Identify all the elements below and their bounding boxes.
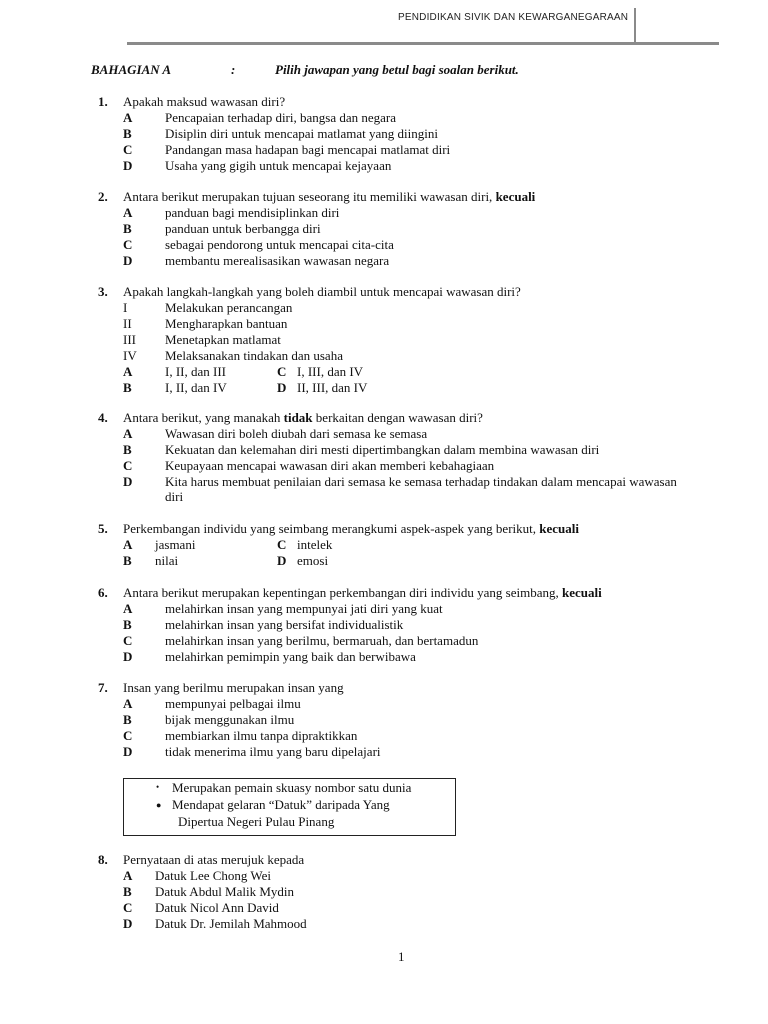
question-stem: Pernyataan di atas merujuk kepada <box>123 852 305 867</box>
question-number: 4. <box>98 410 108 425</box>
option-text: Keupayaan mencapai wawasan diri akan memberi kebahagiaan <box>165 458 495 473</box>
statement-numeral: IV <box>123 348 137 363</box>
question-number: 8. <box>98 852 108 867</box>
question-5 <box>0 521 768 569</box>
option-letter[interactable]: D <box>277 553 287 568</box>
option-letter: D <box>123 649 133 664</box>
question-stem <box>123 410 483 426</box>
statement-numeral: III <box>123 332 136 347</box>
stimulus-box <box>123 778 456 836</box>
option-text[interactable]: emosi <box>297 553 329 568</box>
header-horizontal-rule <box>127 42 719 45</box>
option-text[interactable]: intelek <box>297 537 333 552</box>
option-row[interactable] <box>0 900 768 916</box>
option-row[interactable] <box>0 426 768 442</box>
option-text[interactable]: I, II, dan III <box>165 364 226 379</box>
option-text[interactable]: I, II, dan IV <box>165 380 227 395</box>
option-letter[interactable]: D <box>277 380 287 395</box>
option-row-pair <box>0 364 768 380</box>
option-text: Kekuatan dan kelemahan diri mesti dipertimbangkan dalam membina wawasan diri <box>165 442 600 457</box>
option-row[interactable] <box>0 633 768 649</box>
option-text: melahirkan insan yang berilmu, bermaruah, dan bertamadun <box>165 633 479 648</box>
stem-emphasis: tidak <box>283 410 313 425</box>
option-row[interactable] <box>0 110 768 126</box>
option-row[interactable] <box>0 601 768 617</box>
option-text: membiarkan ilmu tanpa dipraktikkan <box>165 728 358 743</box>
question-1 <box>0 94 768 174</box>
question-number: 7. <box>98 680 108 695</box>
option-row[interactable] <box>0 696 768 712</box>
option-text[interactable]: jasmani <box>155 537 196 552</box>
option-row[interactable] <box>0 205 768 221</box>
page-header-title: PENDIDIKAN SIVIK DAN KEWARGANEGARAAN <box>398 12 629 23</box>
question-number: 5. <box>98 521 108 536</box>
option-letter: B <box>123 884 132 899</box>
option-letter[interactable]: B <box>123 380 132 395</box>
option-row-pair <box>0 537 768 553</box>
option-letter[interactable]: B <box>123 553 132 568</box>
option-row[interactable] <box>0 617 768 633</box>
statement-text: Melaksanakan tindakan dan usaha <box>165 348 343 363</box>
question-2 <box>0 189 768 269</box>
section-colon: : <box>231 62 236 77</box>
option-row[interactable] <box>0 158 768 174</box>
option-text[interactable]: nilai <box>155 553 179 568</box>
option-text[interactable]: II, III, dan IV <box>297 380 368 395</box>
page-number: 1 <box>398 949 405 964</box>
option-letter: D <box>123 158 133 173</box>
stem-text-end: berkaitan dengan wawasan diri? <box>315 410 483 425</box>
option-text: tidak menerima ilmu yang baru dipelajari <box>165 744 381 759</box>
option-row[interactable] <box>0 253 768 269</box>
question-8 <box>0 852 768 932</box>
statement-text: Menetapkan matlamat <box>165 332 281 347</box>
header-vertical-rule <box>634 8 636 44</box>
option-row[interactable] <box>0 237 768 253</box>
option-row[interactable] <box>0 868 768 884</box>
option-row[interactable] <box>0 884 768 900</box>
question-number: 1. <box>98 94 108 109</box>
statement-row <box>0 332 768 348</box>
question-4 <box>0 410 768 504</box>
section-instruction: Pilih jawapan yang betul bagi soalan berikut. <box>275 62 519 77</box>
option-text: Datuk Abdul Malik Mydin <box>155 884 295 899</box>
bullet-icon: • <box>156 782 160 792</box>
question-stem <box>123 189 535 205</box>
option-row[interactable] <box>0 649 768 665</box>
option-letter: C <box>123 728 133 743</box>
stem-emphasis: kecuali <box>561 585 602 600</box>
stem-emphasis: kecuali <box>495 189 536 204</box>
question-number: 2. <box>98 189 108 204</box>
option-text: Datuk Dr. Jemilah Mahmood <box>155 916 307 931</box>
option-row[interactable] <box>0 474 768 504</box>
section-heading <box>91 62 519 78</box>
stimulus-line: Mendapat gelaran “Datuk” daripada Yang <box>172 797 390 812</box>
option-letter[interactable]: A <box>123 537 133 552</box>
option-text: Kita harus membuat penilaian dari semasa ke semasa terhadap tindakan dalam mencapai wawasan diri <box>165 474 677 504</box>
option-letter: D <box>123 916 133 931</box>
stimulus-line: Dipertua Negeri Pulau Pinang <box>178 814 335 829</box>
option-letter[interactable]: A <box>123 364 133 379</box>
stimulus-line: Merupakan pemain skuasy nombor satu dunia <box>172 780 412 795</box>
stem-text: Antara berikut, yang manakah <box>123 410 281 425</box>
option-text: membantu merealisasikan wawasan negara <box>165 253 390 268</box>
option-letter: C <box>123 237 133 252</box>
option-letter: D <box>123 744 133 759</box>
stem-text: Antara berikut merupakan kepentingan perkembangan diri individu yang seimbang, <box>123 585 559 600</box>
option-letter: C <box>123 900 133 915</box>
question-7 <box>0 680 768 760</box>
statement-row <box>0 300 768 316</box>
option-letter: A <box>123 426 133 441</box>
option-text: Pandangan masa hadapan bagi mencapai matlamat diri <box>165 142 451 157</box>
option-letter: B <box>123 442 132 457</box>
option-letter: C <box>123 633 133 648</box>
option-letter: C <box>123 458 133 473</box>
option-row-pair <box>0 380 768 396</box>
option-text: Pencapaian terhadap diri, bangsa dan negara <box>165 110 397 125</box>
option-row[interactable] <box>0 442 768 458</box>
stem-text: Perkembangan individu yang seimbang merangkumi aspek-aspek yang berikut, <box>123 521 537 536</box>
option-row[interactable] <box>0 126 768 142</box>
option-text: Usaha yang gigih untuk mencapai kejayaan <box>165 158 392 173</box>
option-row[interactable] <box>0 744 768 760</box>
option-letter: A <box>123 696 133 711</box>
option-text: Datuk Nicol Ann David <box>155 900 279 915</box>
option-letter: C <box>123 142 133 157</box>
option-letter: B <box>123 712 132 727</box>
statement-numeral: II <box>123 316 132 331</box>
question-stem: Apakah maksud wawasan diri? <box>123 94 286 109</box>
option-letter[interactable]: C <box>277 537 287 552</box>
question-stem: Insan yang berilmu merupakan insan yang <box>123 680 344 695</box>
option-row[interactable] <box>0 712 768 728</box>
option-letter[interactable]: C <box>277 364 287 379</box>
option-text: mempunyai pelbagai ilmu <box>165 696 301 711</box>
statement-numeral: I <box>123 300 128 315</box>
option-row-pair <box>0 553 768 569</box>
option-row[interactable] <box>0 221 768 237</box>
question-6 <box>0 585 768 665</box>
question-3 <box>0 284 768 396</box>
option-text: panduan untuk berbangga diri <box>165 221 321 236</box>
option-text: bijak menggunakan ilmu <box>165 712 295 727</box>
stem-emphasis: kecuali <box>539 521 579 536</box>
option-letter: A <box>123 205 133 220</box>
option-text: Datuk Lee Chong Wei <box>155 868 272 883</box>
option-text: Wawasan diri boleh diubah dari semasa ke semasa <box>165 426 428 441</box>
option-letter: D <box>123 253 133 268</box>
option-letter: A <box>123 601 133 616</box>
statement-text: Melakukan perancangan <box>165 300 293 315</box>
option-text: melahirkan pemimpin yang baik dan berwibawa <box>165 649 416 664</box>
bullet-icon: ● <box>156 800 162 810</box>
section-label: BAHAGIAN A <box>91 62 172 77</box>
question-number: 3. <box>98 284 108 299</box>
option-letter: A <box>123 868 133 883</box>
statement-row <box>0 348 768 364</box>
stem-text: Antara berikut merupakan tujuan seseorang itu memiliki wawasan diri, <box>123 189 493 204</box>
question-stem: Apakah langkah-langkah yang boleh diambil untuk mencapai wawasan diri? <box>123 284 521 299</box>
option-letter: B <box>123 617 132 632</box>
option-row[interactable] <box>0 728 768 744</box>
option-text: Disiplin diri untuk mencapai matlamat yang diingini <box>165 126 438 141</box>
option-text: sebagai pendorong untuk mencapai cita-cita <box>165 237 394 252</box>
statement-row <box>0 316 768 332</box>
option-letter: B <box>123 221 132 236</box>
option-row[interactable] <box>0 458 768 474</box>
question-number: 6. <box>98 585 108 600</box>
option-letter: D <box>123 474 133 489</box>
option-letter: B <box>123 126 132 141</box>
question-stem <box>123 585 602 601</box>
option-row[interactable] <box>0 916 768 932</box>
option-text: melahirkan insan yang mempunyai jati diri yang kuat <box>165 601 443 616</box>
option-letter: A <box>123 110 133 125</box>
option-text: melahirkan insan yang bersifat individualistik <box>165 617 404 632</box>
statement-text: Mengharapkan bantuan <box>165 316 288 331</box>
option-text: panduan bagi mendisiplinkan diri <box>165 205 340 220</box>
question-stem <box>123 521 579 537</box>
option-row[interactable] <box>0 142 768 158</box>
option-text[interactable]: I, III, dan IV <box>297 364 364 379</box>
